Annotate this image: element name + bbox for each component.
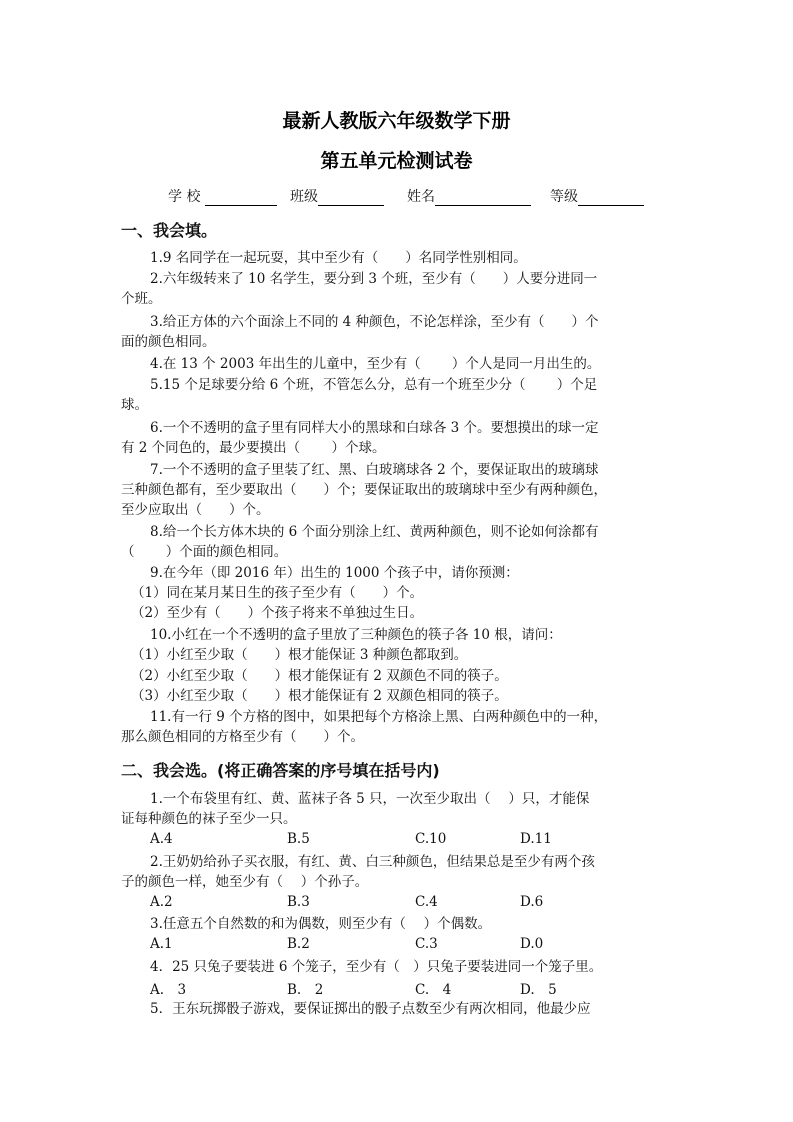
fill-line: 球。 — [121, 397, 148, 413]
fill-line: 11.有一行 9 个方格的图中，如果把每个方格涂上黑、白两种颜色中的一种， — [150, 709, 608, 725]
option-a[interactable]: A. 3 — [150, 982, 187, 998]
fill-line: （3）小红至少取（ ）根才能保证有 2 双颜色相同的筷子。 — [131, 688, 508, 704]
fill-line: 那么颜色相同的方格至少有（ ）个。 — [121, 729, 364, 745]
fill-line: （2）至少有（ ）个孩子将来不单独过生日。 — [131, 605, 424, 621]
fill-line: 个班。 — [121, 291, 162, 307]
fill-line: 4.在 13 个 2003 年出生的儿童中，至少有（ ）个人是同一月出生的。 — [150, 356, 601, 372]
choice-question: 2.王奶奶给孙子买衣服，有红、黄、白三种颜色，但结果总是至少有两个孩 — [150, 854, 595, 870]
option-c[interactable]: C. 4 — [415, 982, 452, 998]
fill-line: 面的颜色相同。 — [121, 334, 216, 350]
choice-question: 3.任意五个自然数的和为偶数，则至少有（ ）个偶数。 — [150, 916, 492, 932]
class-field: 班级 — [290, 186, 384, 206]
choice-question: 子的颜色一样，她至少有（ ）个孙子。 — [121, 874, 369, 890]
section-1-heading: 一、我会填。 — [121, 221, 218, 240]
fill-line: （ ）个面的颜色相同。 — [121, 544, 288, 560]
choice-question: 5．王东玩掷骰子游戏，要保证掷出的骰子点数至少有两次相同，他最少应 — [150, 1001, 591, 1017]
grade-blank[interactable] — [578, 190, 644, 206]
options-row — [150, 894, 680, 914]
option-c[interactable]: C.10 — [415, 831, 447, 847]
option-b[interactable]: B.2 — [287, 936, 310, 952]
option-d[interactable]: D.6 — [520, 894, 544, 910]
class-blank[interactable] — [318, 190, 384, 206]
option-c[interactable]: C.3 — [415, 936, 438, 952]
fill-line: 6.一个不透明的盒子里有同样大小的黑球和白球各 3 个。要想摸出的球一定 — [150, 420, 599, 436]
choice-question: 4．25 只兔子要装进 6 个笼子，至少有（ ）只兔子要装进同一个笼子里。 — [150, 959, 603, 975]
fill-line: 8.给一个长方体木块的 6 个面分别涂上红、黄两种颜色，则不论如何涂都有 — [150, 524, 599, 540]
grade-field: 等级 — [550, 186, 644, 206]
options-row — [150, 831, 680, 851]
page-title: 最新人教版六年级数学下册 — [282, 110, 511, 132]
fill-line: 有 2 个同色的，最少要摸出（ ）个球。 — [121, 440, 386, 456]
fill-line: 2.六年级转来了 10 名学生，要分到 3 个班，至少有（ ）人要分进同一 — [150, 271, 598, 287]
option-b[interactable]: B. 2 — [287, 982, 324, 998]
option-a[interactable]: A.2 — [150, 894, 173, 910]
fill-line: 9.在今年（即 2016 年）出生的 1000 个孩子中，请你预测： — [150, 565, 519, 581]
options-row — [150, 978, 680, 998]
choice-question: 1.一个布袋里有红、黄、蓝袜子各 5 只，一次至少取出（ ）只，才能保 — [150, 791, 590, 807]
options-row — [150, 936, 680, 956]
fill-line: 三种颜色都有，至少要取出（ ）个；要保证取出的玻璃球中至少有两种颜色， — [121, 482, 607, 498]
fill-line: （1）小红至少取（ ）根才能保证 3 种颜色都取到。 — [131, 647, 468, 663]
school-blank[interactable] — [205, 190, 277, 206]
option-b[interactable]: B.3 — [287, 894, 310, 910]
school-field: 学 校 — [168, 186, 277, 206]
fill-line: 10.小红在一个不透明的盒子里放了三种颜色的筷子各 10 根，请问： — [150, 627, 562, 643]
name-field: 姓名 — [407, 186, 531, 206]
name-blank[interactable] — [435, 190, 531, 206]
option-a[interactable]: A.4 — [150, 831, 173, 847]
fill-line: （2）小红至少取（ ）根才能保证有 2 双颜色不同的筷子。 — [131, 668, 508, 684]
page-subtitle: 第五单元检测试卷 — [320, 150, 473, 172]
fill-line: 1.9 名同学在一起玩耍，其中至少有（ ）名同学性别相同。 — [150, 250, 527, 266]
fill-line: 5.15 个足球要分给 6 个班，不管怎么分，总有一个班至少分（ ）个足 — [150, 377, 598, 393]
fill-line: （1）同在某月某日生的孩子至少有（ ）个。 — [131, 585, 424, 601]
option-c[interactable]: C.4 — [415, 894, 438, 910]
option-b[interactable]: B.5 — [287, 831, 310, 847]
section-2-heading: 二、我会选。(将正确答案的序号填在括号内) — [121, 761, 440, 780]
fill-line: 7.一个不透明的盒子里装了红、黑、白玻璃球各 2 个，要保证取出的玻璃球 — [150, 462, 599, 478]
student-info-row — [150, 186, 670, 208]
option-d[interactable]: D.0 — [520, 936, 544, 952]
fill-line: 3.给正方体的六个面涂上不同的 4 种颜色，不论怎样涂，至少有（ ）个 — [150, 314, 599, 330]
option-a[interactable]: A.1 — [150, 936, 173, 952]
option-d[interactable]: D. 5 — [520, 982, 557, 998]
fill-line: 至少应取出（ ）个。 — [121, 502, 270, 518]
option-d[interactable]: D.11 — [520, 831, 552, 847]
choice-question: 证每种颜色的袜子至少一只。 — [121, 811, 297, 827]
